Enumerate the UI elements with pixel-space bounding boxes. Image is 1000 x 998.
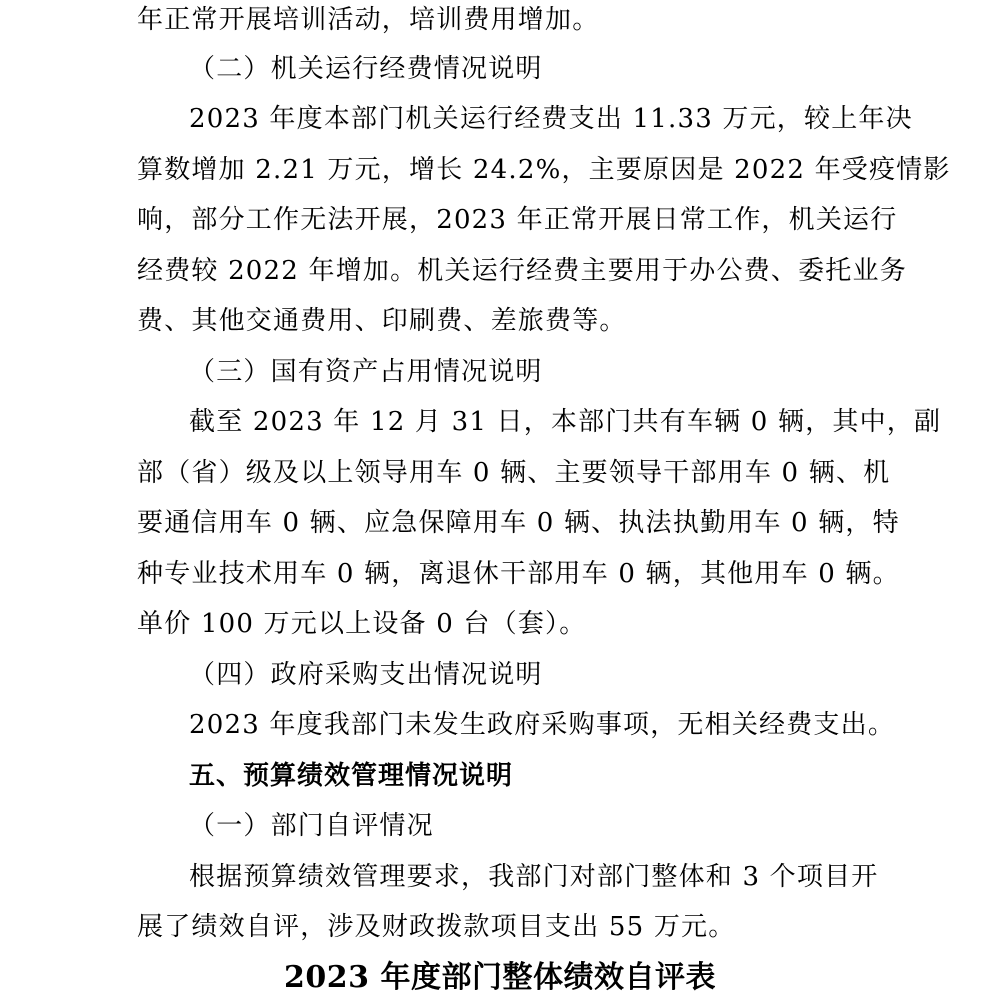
paragraph-line: 单价 100 万元以上设备 0 台（套）。: [137, 609, 587, 639]
paragraph-line: 算数增加 2.21 万元，增长 24.2%，主要原因是 2022 年受疫情影: [137, 155, 951, 185]
subheading-self-evaluation: （一）部门自评情况: [189, 811, 434, 841]
paragraph-line: 响，部分工作无法开展，2023 年正常开展日常工作，机关运行: [137, 205, 898, 235]
paragraph-tail-training: 年正常开展培训活动，培训费用增加。: [137, 5, 600, 35]
paragraph-line: 2023 年度本部门机关运行经费支出 11.33 万元，较上年决: [189, 104, 913, 134]
paragraph-line: 费、其他交通费用、印刷费、差旅费等。: [137, 306, 627, 336]
paragraph-line: 种专业技术用车 0 辆，离退休干部用车 0 辆，其他用车 0 辆。: [137, 559, 900, 589]
paragraph-line: 展了绩效自评，涉及财政拨款项目支出 55 万元。: [137, 912, 736, 942]
paragraph-line: 截至 2023 年 12 月 31 日，本部门共有车辆 0 辆，其中，副: [189, 407, 942, 437]
subheading-government-procurement: （四）政府采购支出情况说明: [189, 660, 543, 690]
subheading-agency-operating-costs: （二）机关运行经费情况说明: [189, 54, 543, 84]
paragraph-line: 2023 年度我部门未发生政府采购事项，无相关经费支出。: [189, 710, 896, 740]
paragraph-line: 经费较 2022 年增加。机关运行经费主要用于办公费、委托业务: [137, 256, 907, 286]
section-heading-performance-management: 五、预算绩效管理情况说明: [189, 761, 514, 791]
paragraph-line: 部（省）级及以上领导用车 0 辆、主要领导干部用车 0 辆、机: [137, 458, 891, 488]
paragraph-line: 要通信用车 0 辆、应急保障用车 0 辆、执法执勤用车 0 辆，特: [137, 508, 900, 538]
table-title: 2023 年度部门整体绩效自评表: [284, 960, 716, 995]
paragraph-line: 根据预算绩效管理要求，我部门对部门整体和 3 个项目开: [189, 862, 879, 892]
subheading-state-assets: （三）国有资产占用情况说明: [189, 357, 543, 387]
